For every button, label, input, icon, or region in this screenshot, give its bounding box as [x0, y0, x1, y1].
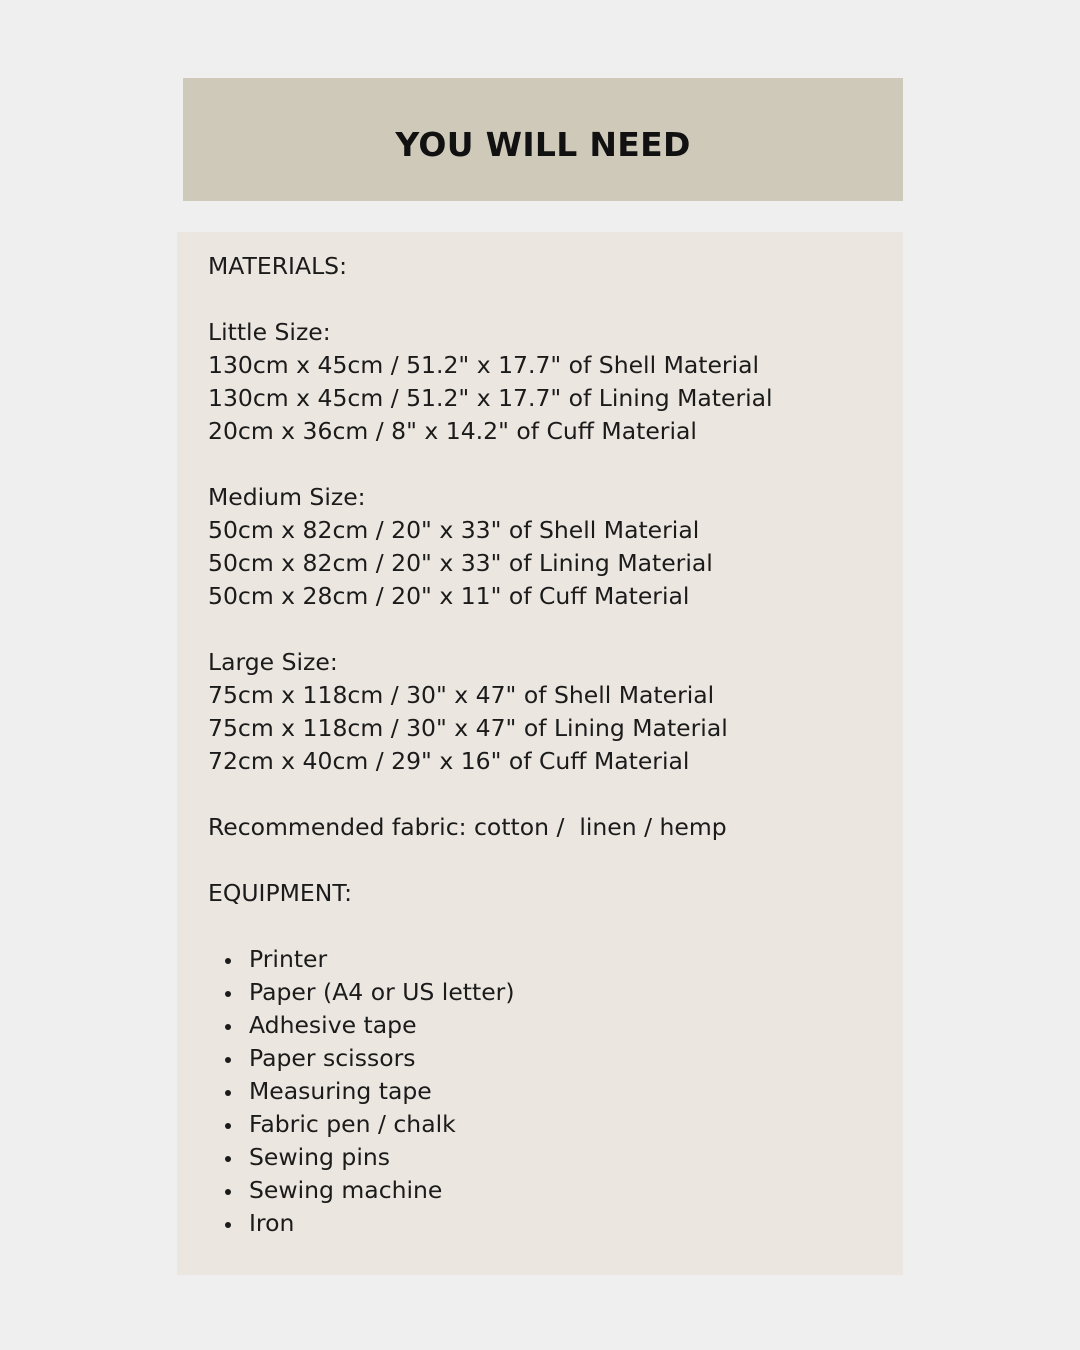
spacer	[208, 844, 883, 877]
equipment-item-label: Sewing machine	[249, 1176, 443, 1204]
equipment-item-label: Fabric pen / chalk	[249, 1110, 456, 1138]
size-section-little	[208, 316, 883, 448]
equipment-item-label: Paper scissors	[249, 1044, 416, 1072]
bullet-icon	[225, 1057, 231, 1063]
list-item	[208, 1075, 883, 1108]
equipment-item-label: Sewing pins	[249, 1143, 390, 1171]
page-title: YOU WILL NEED	[395, 125, 691, 164]
equipment-heading: EQUIPMENT:	[208, 879, 353, 907]
spacer	[208, 283, 883, 316]
equipment-item-label: Measuring tape	[249, 1077, 432, 1105]
material-line: 75cm x 118cm / 30" x 47" of Shell Material	[208, 681, 715, 709]
spacer	[208, 910, 883, 943]
bullet-icon	[225, 958, 231, 964]
list-item	[208, 976, 883, 1009]
material-line: 72cm x 40cm / 29" x 16" of Cuff Material	[208, 747, 690, 775]
size-label: Large Size:	[208, 648, 338, 676]
material-line: 130cm x 45cm / 51.2" x 17.7" of Lining Material	[208, 384, 773, 412]
list-item	[208, 1108, 883, 1141]
spacer	[208, 778, 883, 811]
header-banner	[183, 78, 903, 201]
bullet-icon	[225, 1024, 231, 1030]
equipment-item-label: Adhesive tape	[249, 1011, 417, 1039]
equipment-item-label: Iron	[249, 1209, 295, 1237]
size-label: Medium Size:	[208, 483, 366, 511]
equipment-item-label: Paper (A4 or US letter)	[249, 978, 515, 1006]
list-item	[208, 1042, 883, 1075]
materials-heading: MATERIALS:	[208, 252, 347, 280]
material-line: 130cm x 45cm / 51.2" x 17.7" of Shell Material	[208, 351, 760, 379]
bullet-icon	[225, 991, 231, 997]
bullet-icon	[225, 1222, 231, 1228]
list-item	[208, 1207, 883, 1240]
material-line: 50cm x 82cm / 20" x 33" of Shell Material	[208, 516, 700, 544]
bullet-icon	[225, 1156, 231, 1162]
bullet-icon	[225, 1090, 231, 1096]
list-item	[208, 1009, 883, 1042]
material-line: 50cm x 28cm / 20" x 11" of Cuff Material	[208, 582, 690, 610]
spacer	[208, 613, 883, 646]
size-label: Little Size:	[208, 318, 331, 346]
material-line: 20cm x 36cm / 8" x 14.2" of Cuff Material	[208, 417, 697, 445]
bullet-icon	[225, 1189, 231, 1195]
bullet-icon	[225, 1123, 231, 1129]
content-body	[208, 250, 883, 1240]
equipment-item-label: Printer	[249, 945, 328, 973]
material-line: 75cm x 118cm / 30" x 47" of Lining Material	[208, 714, 728, 742]
equipment-list	[208, 943, 883, 1240]
material-line: 50cm x 82cm / 20" x 33" of Lining Material	[208, 549, 713, 577]
size-section-large	[208, 646, 883, 778]
size-section-medium	[208, 481, 883, 613]
list-item	[208, 1174, 883, 1207]
content-panel	[177, 232, 903, 1275]
spacer	[208, 448, 883, 481]
recommended-fabric: Recommended fabric: cotton / linen / hemp	[208, 813, 727, 841]
list-item	[208, 1141, 883, 1174]
list-item	[208, 943, 883, 976]
